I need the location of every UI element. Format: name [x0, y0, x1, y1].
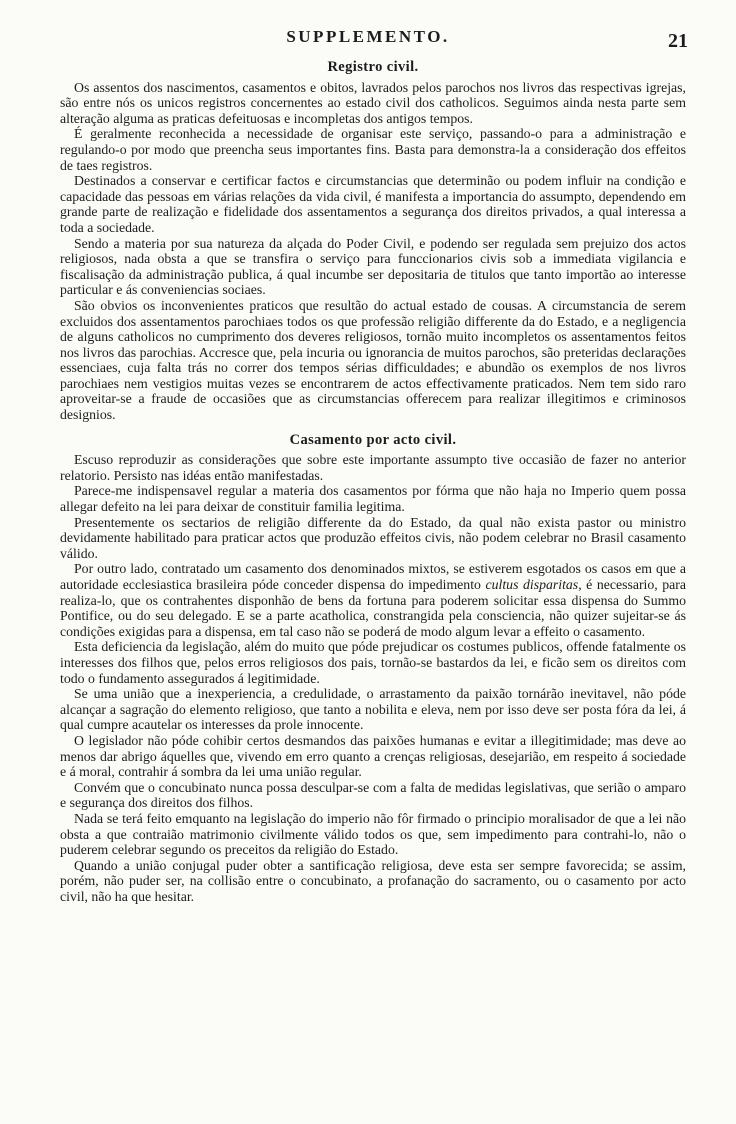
paragraph: Por outro lado, contratado um casamento dos denominados mixtos, se estiverem esgotados os casos em que a autoridade ecclesiastica brasileira póde conceder dispensa do impedimento cultus disparitas, é necessario, para realiza-lo, que os contrahentes disponhão de bens da fortuna para poderem solicitar essa dispensa do Summo Pontifice, ou do seu delegado. E se a parte acatholica, constrangida pela consciencia, não quizer sujeitar-se ás condições exigidas para a dispensa, em tal caso não se poderá de modo algum levar a effeito o casamento.: [60, 561, 687, 639]
paragraph: Convém que o concubinato nunca possa desculpar-se com a falta de medidas legislativas, que serião o amparo e segurança dos direitos dos filhos.: [60, 779, 686, 811]
paragraph: Presentemente os sectarios de religião differente da do Estado, da qual não exista pastor ou ministro devidamente habilitado para praticar actos que produzão effeitos civis, não podem celebrar no Brasil casamento válido.: [60, 514, 686, 561]
paragraph: Esta deficiencia da legislação, além do muito que póde prejudicar os costumes publicos, offende fatalmente os interesses dos filhos que, pelos erros religiosos dos pais, tornão-se bastardos da lei, e ficão sem os direitos com todo o fundamento assegurados á legitimidade.: [60, 639, 686, 686]
paragraph: Nada se terá feito emquanto na legislação do imperio não fôr firmado o principio moralisador de que a lei não obsta a que contraião matrimonio civilmente válido todos os que, sem impedimento para contrahi-lo, não o puderem celebrar segundo os preceitos da religião do Estado.: [60, 810, 686, 858]
italic-phrase: cultus disparitas: [485, 577, 579, 592]
paragraph: Sendo a materia por sua natureza da alçada do Poder Civil, e podendo ser regulada sem prejuizo dos actos religiosos, nada obsta a que se transfira o serviço para funccionarios civis sob a immediata vigilancia e fiscalisação da administração publica, á qual incumbe ser depositaria de titulos que tanto importão ao interesse particular e ás conveniencias sociaes.: [60, 235, 686, 298]
paragraph: Os assentos dos nascimentos, casamentos e obitos, lavrados pelos parochos nos livros das respectivas igrejas, são entre nós os unicos registros concernentes ao estado civil dos catholicos. Seguimos ainda nesta parte sem alteração alguma as praticas defeituosas e incompletas dos antigos tempos.: [60, 79, 686, 126]
page-number: 21: [668, 30, 688, 52]
paragraph: Escuso reproduzir as considerações que sobre este importante assumpto tive occasião de fazer no anterior relatorio. Persisto nas idéas então manifestadas.: [60, 452, 686, 483]
section-title-registro-civil: Registro civil.: [327, 59, 419, 75]
paragraph: O legislador não póde cohibir certos desmandos das paixões humanas e evitar a illegitimidade; mas deve ao menos dar abrigo áquelles que, vivendo em erro quanto a crenças religiosas, desejarião, em respeito á sociedade e á moral, contrahir á sombra da lei uma união regular.: [60, 732, 686, 780]
section-title-casamento-civil: Casamento por acto civil.: [289, 431, 457, 448]
paragraph: Parece-me indispensavel regular a materia dos casamentos por fórma que não haja no Imperio quem possa allegar defeito na lei para deixar de constituir familia legitima.: [60, 483, 686, 515]
paragraph: Destinados a conservar e certificar factos e circumstancias que determinão ou podem influir na condição e capacidade das pessoas em várias relações da vida civil, é manifesta a importancia do assumpto, dependendo em grande parte de realização e fidelidade dos assentamentos a segurança dos direitos privados, a qual interessa a toda a sociedade.: [60, 173, 686, 235]
page-body: [60, 58, 686, 904]
paragraph: Quando a união conjugal puder obter a santificação religiosa, deve esta ser sempre favorecida; se assim, porém, não puder ser, na collisão entre o concubinato, a profanação do sacramento, ou o casamento por acto civil, não ha que hesitar.: [60, 857, 686, 904]
paragraph: Se uma união que a inexperiencia, a credulidade, o arrastamento da paixão tornárão inevitavel, não póde alcançar a sagração do elemento religioso, que tanto a nobilita e eleva, nem por isso deve ser posta fóra da lei, á qual cumpre acautelar os interesses da prole innocente.: [60, 686, 686, 733]
paragraph: São obvios os inconvenientes praticos que resultão do actual estado de cousas. A circumstancia de serem excluidos dos assentamentos parochiaes todos os que professão religião differente da do Estado, e a negligencia de alguns catholicos no cumprimento dos deveres religiosos, tornão muito incompletos os assentamentos feitos nos livros das parochias. Accresce que, pela incuria ou ignorancia de muitos parochos, são preteridas declarações essenciaes, cuja falta trás no correr dos tempos sérias difficuldades; e abundão os exemplos de nos livros parochiaes nem vestigios muitas vezes se encontrarem de actos effectivamente praticados. Nem tem sido raro aproveitar-se a fraude de occasiões que as circumstancias offerecem para realizar illegitimos e criminosos designios.: [60, 297, 686, 423]
paragraph: É geralmente reconhecida a necessidade de organisar este serviço, passando-o para a administração e regulando-o por modo que preencha seus importantes fins. Basta para demonstra-la a consideração dos effeitos de taes registros.: [60, 126, 686, 173]
running-head-title: SUPPLEMENTO.: [286, 27, 450, 46]
